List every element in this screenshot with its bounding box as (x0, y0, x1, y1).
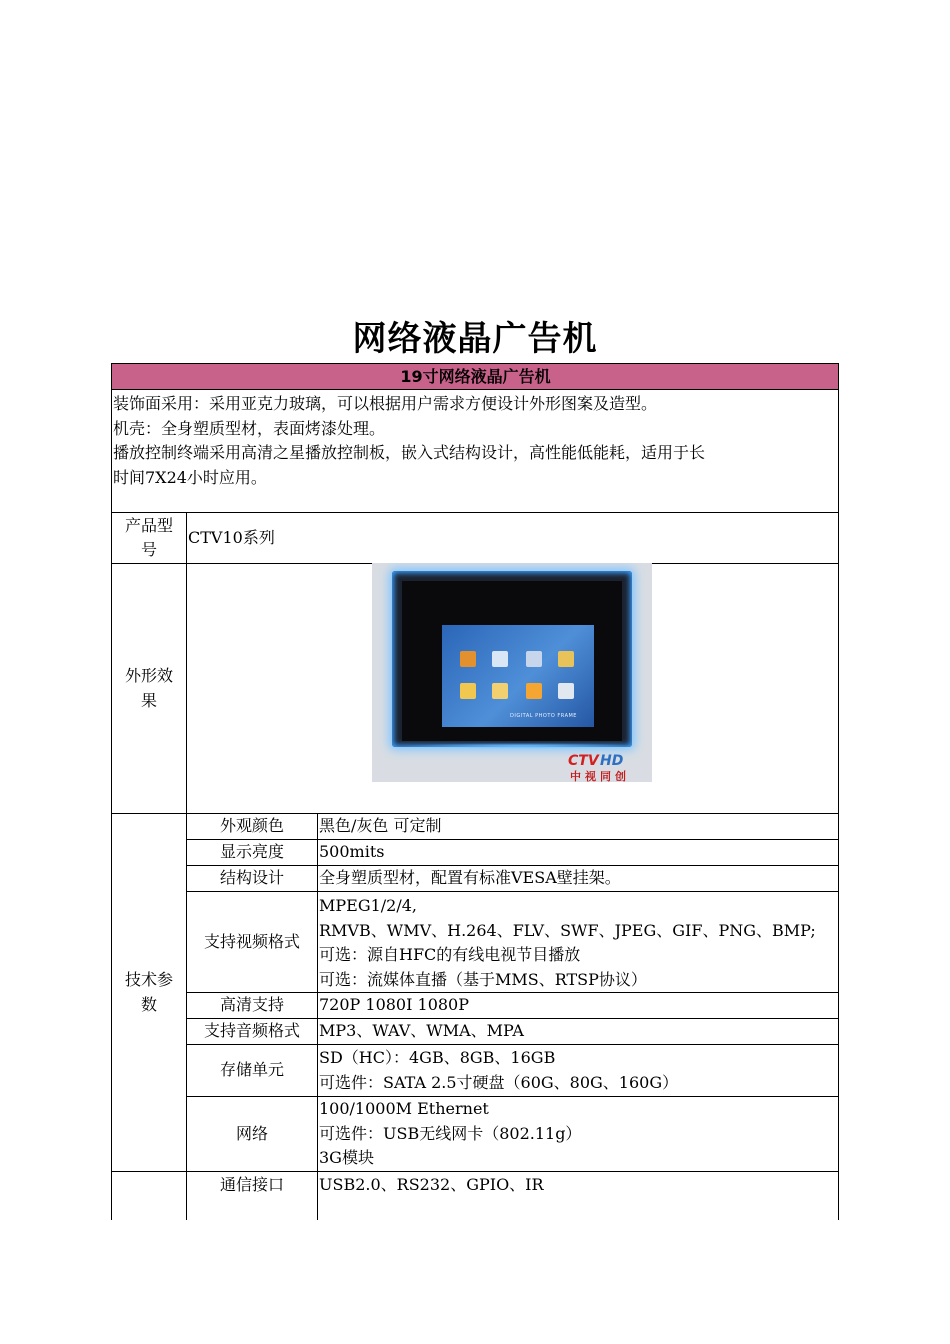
spec-key: 结构设计 (219, 868, 284, 888)
model-label-line: 产品型 (124, 515, 173, 535)
spec-value-line: RMVB、WMV、H.264、FLV、SWF、JPEG、GIF、PNG、BMP; (319, 920, 816, 940)
spec-value-line: 可选：流媒体直播（基于MMS、RTSP协议） (319, 969, 647, 989)
intro-line: 装饰面采用：采用亚克力玻璃，可以根据用户需求方便设计外形图案及造型。 (113, 394, 658, 413)
spec-key: 显示亮度 (219, 842, 284, 862)
intro-text (113, 392, 833, 490)
spec-value-line: USB2.0、RS232、GPIO、IR (319, 1175, 544, 1194)
intro-line: 机壳：全身塑质型材，表面烤漆处理。 (113, 418, 386, 438)
ctv-logo-chinese: 中视同创 (570, 770, 630, 782)
model-label (112, 513, 186, 563)
app-icon (492, 683, 508, 699)
appearance-label-line: 果 (140, 690, 157, 710)
spec-value-line: 可选：源自HFC的有线电视节目播放 (319, 945, 581, 964)
spec-key: 外观颜色 (219, 816, 284, 836)
app-icon (558, 651, 574, 667)
spec-value (319, 993, 837, 1018)
ctv-logo-suffix: HD (600, 753, 624, 769)
app-icon (526, 651, 542, 667)
tech-label-line: 数 (140, 994, 157, 1014)
spec-value-line: SD（HC）：4GB、8GB、16GB (319, 1048, 556, 1067)
spec-key: 通信接口 (219, 1174, 284, 1194)
spec-key: 支持视频格式 (203, 931, 300, 951)
spec-value-line: 黑色/灰色 可定制 (319, 816, 442, 835)
app-icon (460, 683, 476, 699)
intro-line: 时间7X24小时应用。 (113, 467, 267, 487)
spec-value-line: 3G模块 (319, 1148, 374, 1167)
spec-value (319, 814, 837, 839)
spec-value (319, 894, 837, 992)
stand-glow (402, 743, 642, 749)
spec-value-line: 全身塑质型材，配置有标准VESA壁挂架。 (319, 868, 621, 887)
app-icon (526, 683, 542, 699)
ctv-logo-latin: CTV (568, 753, 599, 769)
app-icon (492, 651, 508, 667)
spec-value (319, 1173, 837, 1198)
spec-value-line: MP3、WAV、WMA、MPA (319, 1021, 524, 1040)
spec-value (319, 1097, 837, 1171)
spec-key: 网络 (235, 1123, 268, 1143)
spec-value (319, 840, 837, 865)
spec-value (319, 1046, 837, 1096)
spec-value-line: 可选件：SATA 2.5寸硬盘（60G、80G、160G） (319, 1072, 679, 1092)
spec-value (319, 1019, 837, 1044)
spec-key: 高清支持 (219, 995, 284, 1015)
spec-value-line: 720P 1080I 1080P (319, 995, 469, 1014)
tech-label-line: 技术参 (124, 970, 173, 989)
spec-value-line: 100/1000M Ethernet (319, 1099, 489, 1118)
spec-key: 支持音频格式 (203, 1021, 300, 1041)
table-header-title: 19寸网络液晶广告机 (400, 367, 551, 386)
app-icon (558, 683, 574, 699)
appearance-label (112, 564, 186, 813)
spec-value (319, 866, 837, 891)
spec-value-line: MPEG1/2/4, (319, 896, 418, 915)
intro-line: 播放控制终端采用高清之星播放控制板，嵌入式结构设计，高性能低能耗，适用于长 (113, 443, 706, 462)
spec-value-line: 500mits (319, 842, 385, 861)
lcd-screen (442, 625, 594, 727)
spec-value-line: 可选件：USB无线网卡（802.11g） (319, 1123, 582, 1143)
model-label-line: 号 (140, 540, 157, 559)
app-icon (460, 651, 476, 667)
tech-label (112, 814, 186, 1171)
appearance-label-line: 外形效 (124, 666, 173, 685)
model-value: CTV10系列 (188, 527, 275, 547)
screen-caption: DIGITAL PHOTO FRAME (510, 713, 577, 719)
product-photo (372, 563, 652, 782)
spec-key: 存储单元 (219, 1060, 284, 1080)
document-title: 网络液晶广告机 (352, 319, 598, 359)
